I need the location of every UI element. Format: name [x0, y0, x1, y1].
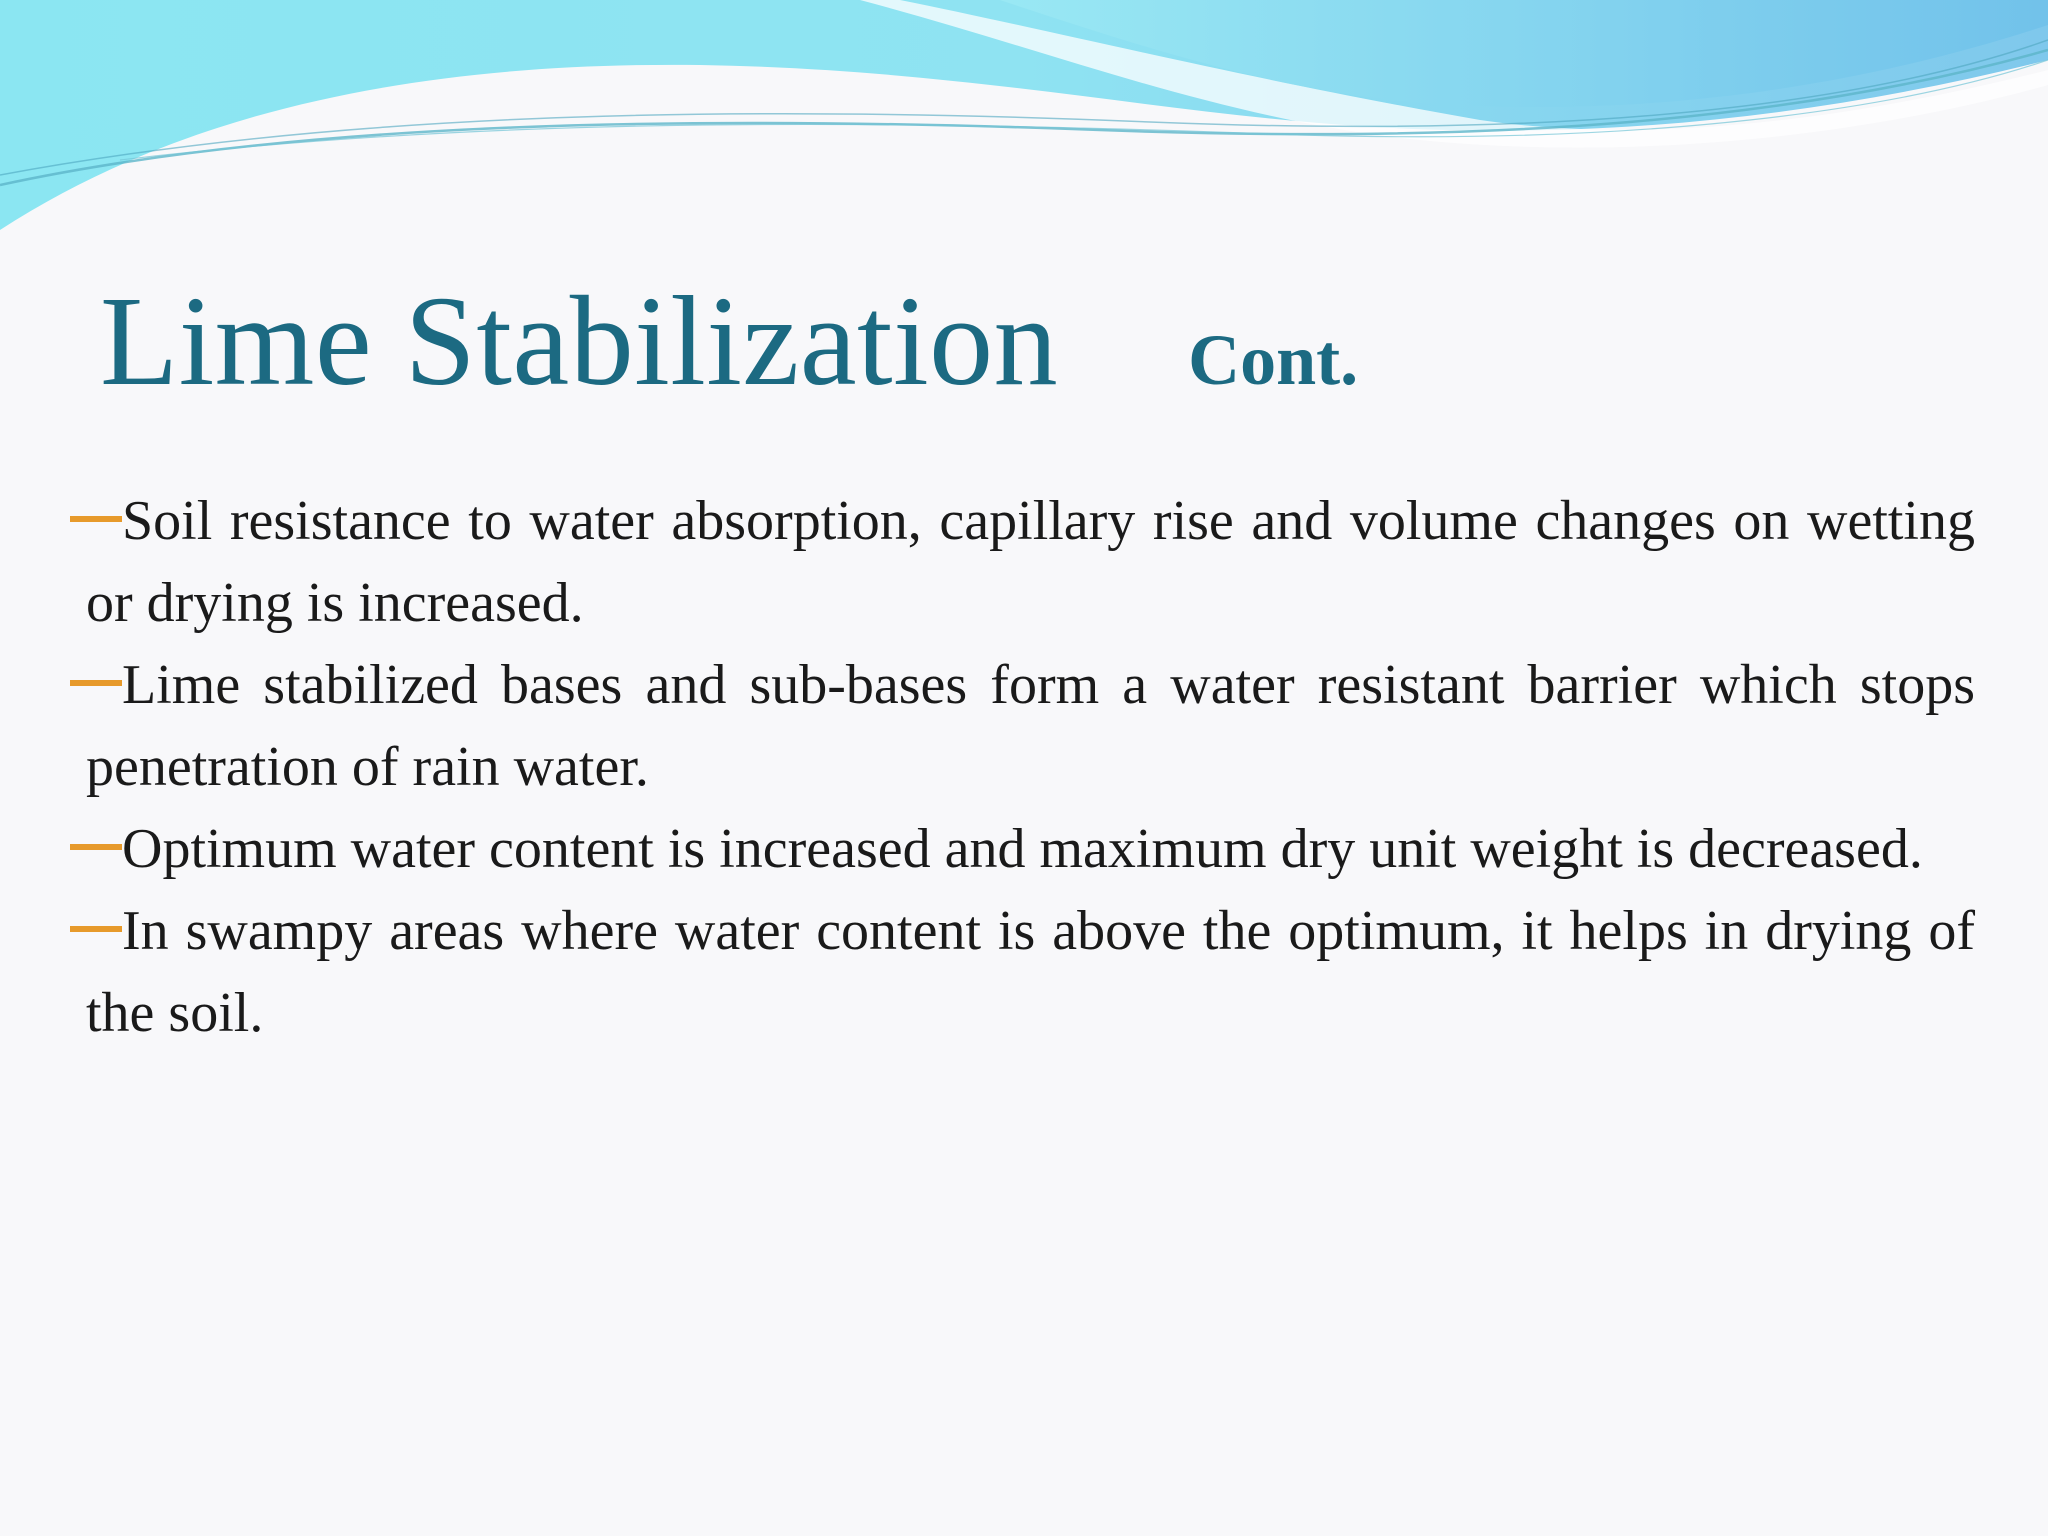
list-item: [70, 480, 1975, 644]
slide-title: [100, 268, 1359, 412]
bullet-text: Optimum water content is increased and maximum dry unit weight is decreased.: [122, 818, 1923, 880]
bullet-text: Soil resistance to water absorption, capillary rise and volume changes on wetting or drying is increased.: [86, 490, 1975, 634]
list-item: [70, 890, 1975, 1054]
dash-bullet-icon: [70, 680, 122, 686]
bullet-text: In swampy areas where water content is above the optimum, it helps in drying of the soil.: [86, 900, 1975, 1044]
title-text: Lime Stabilization: [100, 270, 1059, 412]
title-suffix: Cont.: [1188, 320, 1359, 400]
bullet-text: Lime stabilized bases and sub-bases form a water resistant barrier which stops penetration of rain water.: [86, 654, 1975, 798]
dash-bullet-icon: [70, 844, 122, 850]
list-item: [70, 808, 1975, 890]
dash-bullet-icon: [70, 926, 122, 932]
header-wave-decoration: [0, 0, 2048, 240]
dash-bullet-icon: [70, 516, 122, 522]
bullet-list: [70, 480, 1975, 1054]
list-item: [70, 644, 1975, 808]
